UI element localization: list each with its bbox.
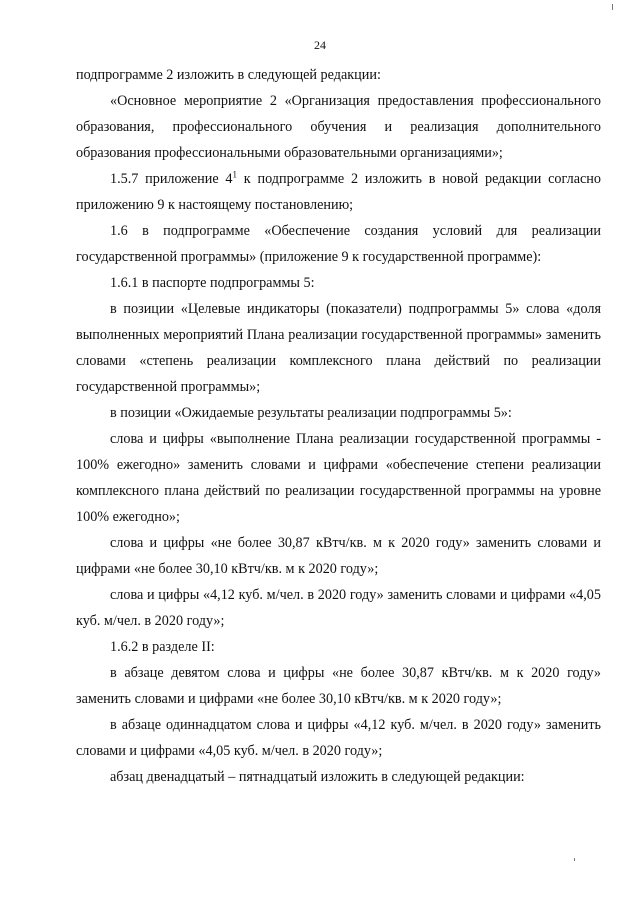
paragraph: слова и цифры «не более 30,87 кВтч/кв. м к 2020 году» заменить словами и цифрами «не более 30,10 кВтч/кв. м к 2020 году»; (76, 535, 601, 577)
superscript: 1 (232, 169, 238, 180)
paragraph: слова и цифры «выполнение Плана реализации государственной программы - 100% ежегодно» заменить словами и цифрами «обеспечение степени реализации комплексного плана действий по реализации государственной программы на уровне 100% ежегодно»; (76, 431, 601, 525)
scan-mark (574, 858, 575, 861)
paragraph: 1.6.2 в разделе II: (110, 639, 215, 655)
paragraph: 1.6.1 в паспорте подпрограммы 5: (110, 275, 315, 291)
paragraph: слова и цифры «4,12 куб. м/чел. в 2020 году» заменить словами и цифрами «4,05 куб. м/чел. в 2020 году»; (76, 587, 601, 629)
paragraph (76, 166, 601, 218)
page-number: 24 (314, 38, 326, 52)
paragraph: «Основное мероприятие 2 «Организация предоставления профессионального образования, профессионального обучения и реализация дополнительного образования профессиональными образовательными организациями»; (76, 93, 601, 161)
paragraph: абзац двенадцатый – пятнадцатый изложить в следующей редакции: (110, 769, 525, 785)
paragraph: подпрограмме 2 изложить в следующей редакции: (76, 67, 381, 83)
paragraph: в абзаце девятом слова и цифры «не более 30,87 кВтч/кв. м к 2020 году» заменить словами и цифрами «не более 30,10 кВтч/кв. м к 2020 году»; (76, 665, 601, 707)
paragraph-text: 1.5.7 приложение 4 (110, 171, 233, 187)
paragraph: 1.6 в подпрограмме «Обеспечение создания условий для реализации государственной программы» (приложение 9 к государственной программе): (76, 223, 601, 265)
paragraph: в позиции «Целевые индикаторы (показатели) подпрограммы 5» слова «доля выполненных мероприятий Плана реализации государственной программы» заменить словами «степень реализации комплексного плана действий по реализации государственной программы»; (76, 301, 601, 395)
scan-mark (612, 4, 613, 10)
paragraph: в позиции «Ожидаемые результаты реализации подпрограммы 5»: (110, 405, 512, 421)
paragraph-text: к подпрограмме 2 изложить в новой редакции согласно приложению 9 к настоящему постановлению; (76, 171, 601, 213)
document-body (76, 62, 601, 790)
paragraph: в абзаце одиннадцатом слова и цифры «4,12 куб. м/чел. в 2020 году» заменить словами и цифрами «4,05 куб. м/чел. в 2020 году»; (76, 717, 601, 759)
